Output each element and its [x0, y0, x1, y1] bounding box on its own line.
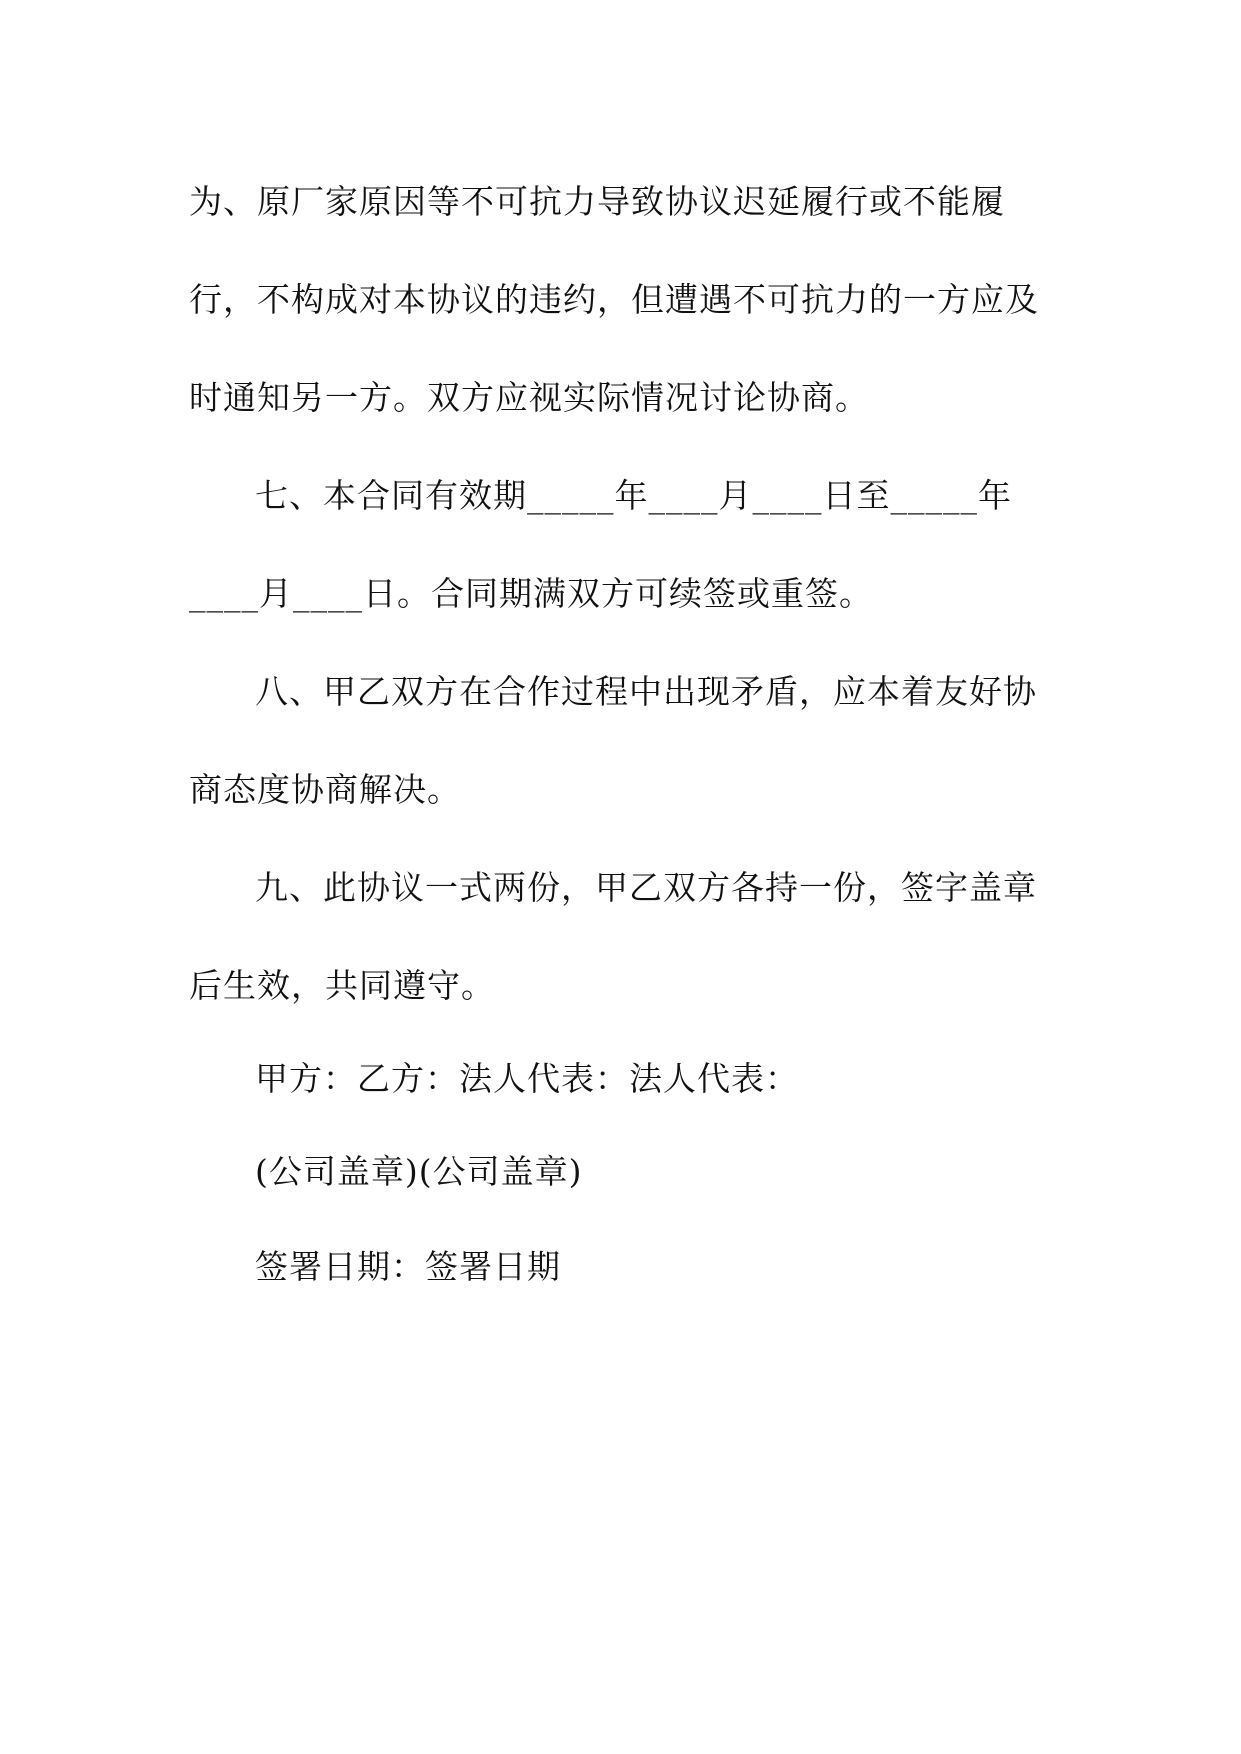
- company-seal-line: (公司盖章)(公司盖章): [255, 1152, 583, 1191]
- paragraph-6-line-1: 为、原厂家原因等不可抗力导致协议迟延履行或不能履: [189, 182, 1005, 221]
- clause-9-line-2: 后生效，共同遵守。: [189, 966, 495, 1005]
- clause-9-line-1: 九、此协议一式两份，甲乙双方各持一份，签字盖章: [255, 868, 1037, 907]
- clause-7-line-2: ____月____日。合同期满双方可续签或重签。: [189, 574, 873, 613]
- signing-date-line: 签署日期：签署日期: [255, 1247, 561, 1286]
- clause-8-line-2: 商态度协商解决。: [189, 770, 461, 809]
- paragraph-6-line-2: 行，不构成对本协议的违约，但遭遇不可抗力的一方应及: [189, 280, 1039, 319]
- clause-8-line-1: 八、甲乙双方在合作过程中出现矛盾，应本着友好协: [255, 672, 1037, 711]
- signatory-line: 甲方：乙方：法人代表：法人代表：: [255, 1059, 799, 1098]
- paragraph-6-line-3: 时通知另一方。双方应视实际情况讨论协商。: [189, 378, 869, 417]
- clause-7-line-1: 七、本合同有效期_____年____月____日至_____年: [255, 476, 1012, 515]
